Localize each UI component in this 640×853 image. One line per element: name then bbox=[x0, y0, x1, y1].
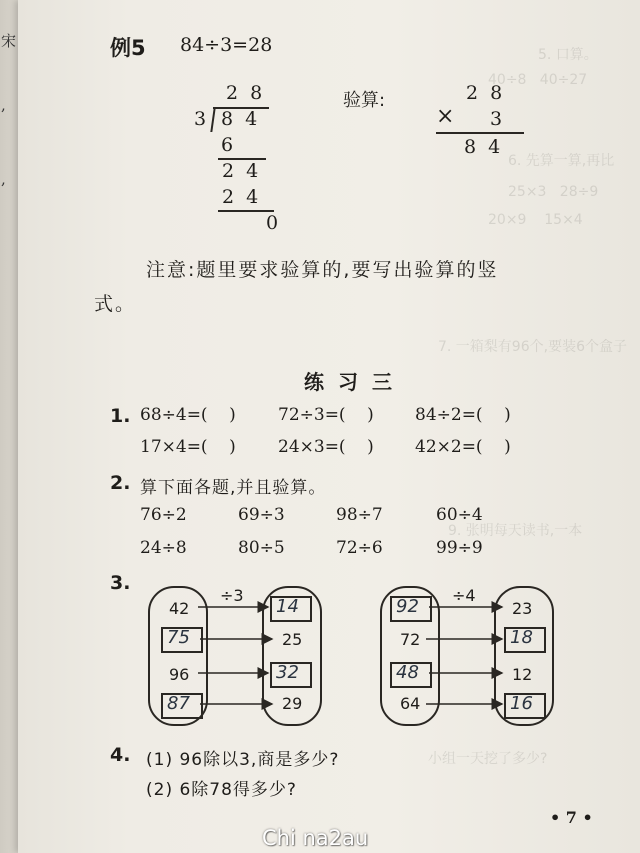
mapping2-input-handwritten: 92 bbox=[396, 596, 419, 617]
q1-item: 42×2=( ) bbox=[415, 437, 511, 457]
check-label: 验算: bbox=[343, 90, 386, 111]
q1-item: 17×4=( ) bbox=[140, 437, 236, 457]
q2-item: 72÷6 bbox=[336, 538, 383, 558]
q1-item: 68÷4=( ) bbox=[140, 405, 236, 425]
q1-item: 72÷3=( ) bbox=[278, 405, 374, 425]
check-product: 8 4 bbox=[464, 136, 504, 158]
q1-item: 24×3=( ) bbox=[278, 437, 374, 457]
mapping1-operator: ÷3 bbox=[220, 586, 244, 605]
bleed-through-text: 小组一天挖了多少? bbox=[428, 751, 548, 767]
bleed-through-text: 5. 口算。 bbox=[538, 47, 598, 63]
check-multiplicand: 2 8 bbox=[466, 82, 506, 104]
mapping1-output: 25 bbox=[282, 630, 303, 649]
mapping2-input: 64 bbox=[400, 694, 421, 713]
mapping2-output-handwritten: 16 bbox=[510, 693, 533, 714]
question-number: 1. bbox=[110, 405, 131, 427]
mapping2-output-handwritten: 18 bbox=[510, 627, 533, 648]
q2-item: 98÷7 bbox=[336, 505, 383, 525]
page-number: • 7 • bbox=[550, 808, 593, 827]
q2-item: 80÷5 bbox=[238, 538, 285, 558]
mapping2-output: 12 bbox=[512, 665, 533, 684]
q4-item: (1) 96除以3,商是多少? bbox=[146, 750, 340, 770]
mapping1-output-handwritten: 32 bbox=[276, 662, 299, 683]
mapping2-output: 23 bbox=[512, 599, 533, 618]
question-number: 4. bbox=[110, 744, 131, 766]
mapping2-input-handwritten: 48 bbox=[396, 662, 419, 683]
mapping-arrows bbox=[18, 0, 640, 853]
long-division-step-bring-down: 2 4 bbox=[222, 160, 262, 182]
mapping1-output-handwritten: 14 bbox=[276, 596, 299, 617]
watermark: Chi na2au bbox=[262, 826, 369, 850]
long-division-quotient: 2 8 bbox=[226, 82, 266, 104]
bleed-through-text: 40÷8 40÷27 bbox=[488, 72, 588, 88]
q4-item: (2) 6除78得多少? bbox=[146, 780, 297, 800]
mapping1-output: 29 bbox=[282, 694, 303, 713]
bleed-through-text: 9. 张明每天读书,一本 bbox=[448, 523, 583, 539]
long-division-dividend: 8 4 bbox=[221, 108, 261, 130]
long-division-remainder: 0 bbox=[266, 212, 282, 234]
bleed-through-text: 25×3 28÷9 bbox=[508, 184, 599, 200]
q2-title: 算下面各题,并且验算。 bbox=[140, 478, 327, 498]
question-number: 2. bbox=[110, 472, 131, 494]
section-title: 练习三 bbox=[304, 370, 406, 394]
bleed-through-text: 7. 一箱梨有96个,要装6个盒子 bbox=[438, 339, 627, 355]
bleed-through-text: 20×9 15×4 bbox=[488, 212, 583, 228]
q2-item: 60÷4 bbox=[436, 505, 483, 525]
long-division-step-subtract: 6 bbox=[221, 134, 237, 156]
mapping1-input: 96 bbox=[169, 665, 190, 684]
example-equation: 84÷3=28 bbox=[180, 34, 273, 56]
question-number: 3. bbox=[110, 572, 131, 594]
q1-item: 84÷2=( ) bbox=[415, 405, 511, 425]
q2-item: 76÷2 bbox=[140, 505, 187, 525]
q2-item: 69÷3 bbox=[238, 505, 285, 525]
mapping2-input: 72 bbox=[400, 630, 421, 649]
mapping1-input: 42 bbox=[169, 599, 190, 618]
check-multiplier: 3 bbox=[490, 108, 506, 130]
long-division-divisor: 3 bbox=[194, 108, 210, 130]
textbook-page bbox=[18, 0, 640, 853]
mapping1-input-handwritten: 87 bbox=[167, 693, 190, 714]
mapping1-input-handwritten: 75 bbox=[167, 627, 190, 648]
q2-item: 99÷9 bbox=[436, 538, 483, 558]
long-division-step-subtract: 2 4 bbox=[222, 186, 262, 208]
q2-item: 24÷8 bbox=[140, 538, 187, 558]
mapping2-operator: ÷4 bbox=[452, 586, 476, 605]
multiply-sign: × bbox=[436, 104, 455, 129]
note-line-1: 注意:题里要求验算的,要写出验算的竖 bbox=[146, 259, 499, 281]
note-line-2: 式。 bbox=[94, 293, 137, 315]
bleed-through-text: 6. 先算一算,再比 bbox=[508, 153, 615, 169]
previous-page-edge: 宋 , , bbox=[0, 0, 18, 853]
example-label: 例5 bbox=[110, 36, 146, 60]
